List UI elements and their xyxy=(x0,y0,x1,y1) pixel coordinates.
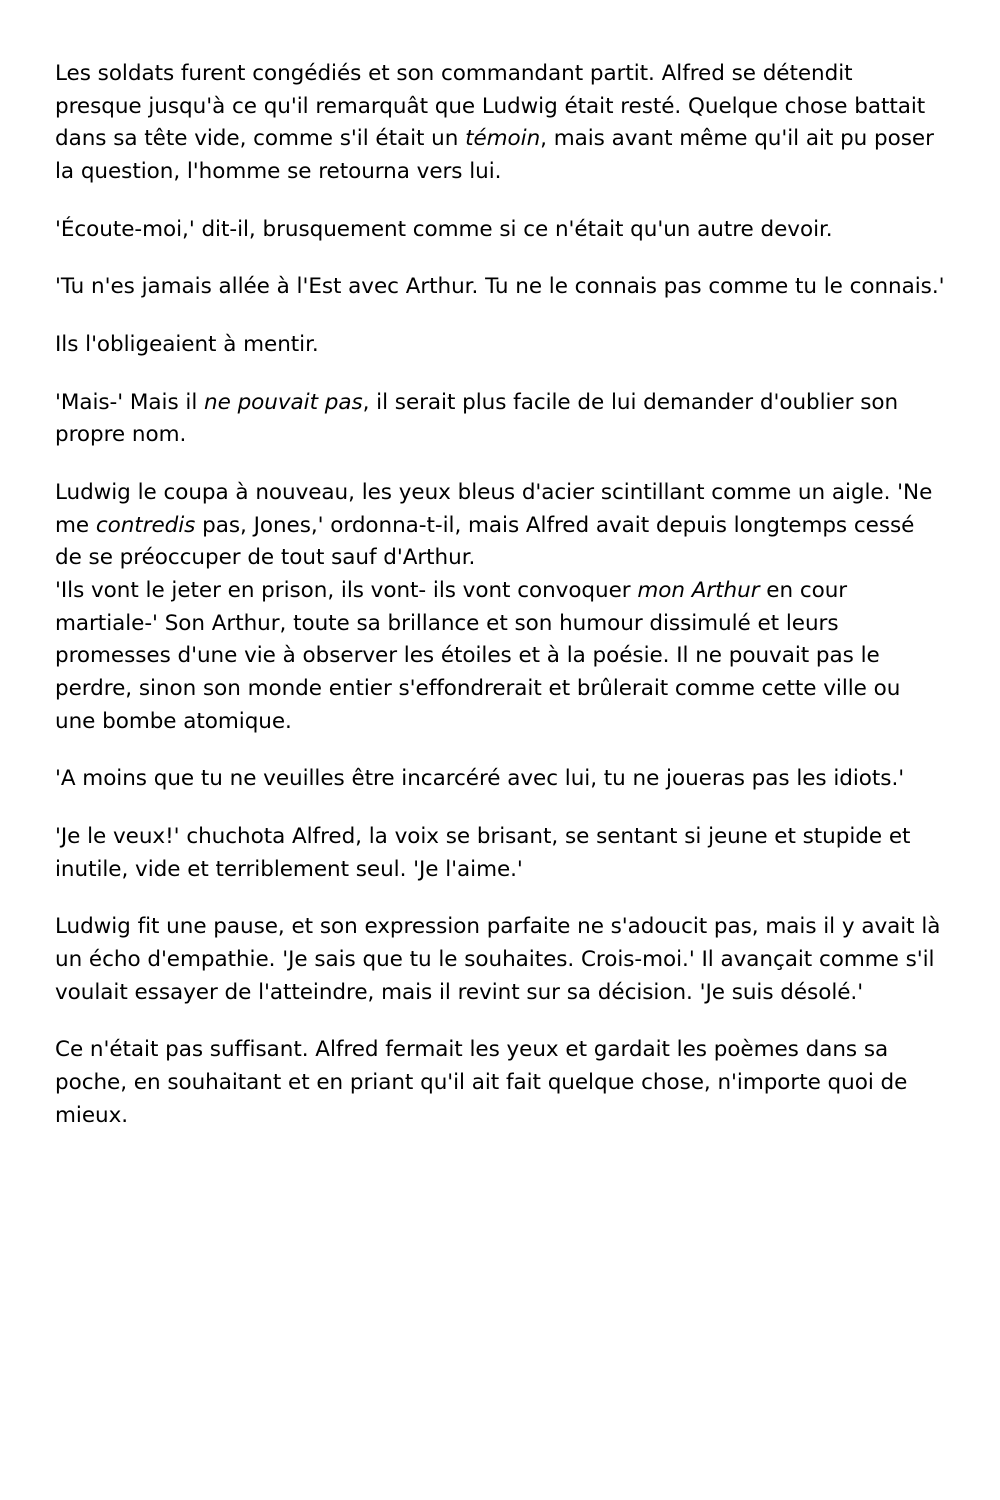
paragraph xyxy=(55,575,945,738)
emphasized-text: contredis xyxy=(95,512,196,538)
text-run: 'Je le veux!' chuchota Alfred, la voix se brisant, se sentant si jeune et stupide et inutile, vide et terriblement seul. 'Je l'aime.' xyxy=(55,824,911,882)
text-run: 'Écoute-moi,' dit-il, brusquement comme si ce n'était qu'un autre devoir. xyxy=(55,216,833,242)
text-run: 'Tu n'es jamais allée à l'Est avec Arthur. Tu ne le connais pas comme tu le connais.' xyxy=(55,274,945,300)
text-run: Ludwig fit une pause, et son expression parfaite ne s'adoucit pas, mais il y avait là un écho d'empathie. 'Je sais que tu le souhaites. Crois-moi.' Il avançait comme s'il voulait essayer de l'atteindre, mais il revint sur sa décision. 'Je suis désolé.' xyxy=(55,914,941,1005)
text-run: Ils l'obligeaient à mentir. xyxy=(55,332,319,358)
paragraph xyxy=(55,214,945,247)
text-run: , il serait plus facile de lui demander d'oublier son propre nom. xyxy=(55,389,899,448)
emphasized-text: mon Arthur xyxy=(637,578,760,604)
document-text-body xyxy=(55,58,945,1132)
text-run: Ludwig le coupa à nouveau, les yeux bleus d'acier scintillant comme un aigle. 'Ne me xyxy=(55,480,933,538)
text-run: 'Mais-' Mais il xyxy=(55,389,205,415)
paragraph xyxy=(55,1034,945,1132)
paragraph xyxy=(55,911,945,1009)
emphasized-text: témoin xyxy=(465,126,541,152)
paragraph xyxy=(55,329,945,362)
text-run: pas, Jones,' ordonna-t-il, mais Alfred avait depuis longtemps cessé de se préoccuper de tout sauf d'Arthur. xyxy=(55,512,915,571)
paragraph xyxy=(55,763,945,796)
text-run: , mais avant même qu'il ait pu poser la question, l'homme se retourna vers lui. xyxy=(55,126,934,185)
paragraph xyxy=(55,271,945,304)
text-run: Les soldats furent congédiés et son commandant partit. Alfred se détendit presque jusqu'à ce qu'il remarquât que Ludwig était resté. Quelque chose battait dans sa tête vide, comme s'il était un xyxy=(55,61,926,152)
text-run: 'Ils vont le jeter en prison, ils vont- ils vont convoquer xyxy=(55,578,638,604)
paragraph xyxy=(55,477,945,575)
paragraph xyxy=(55,387,945,452)
text-run: Ce n'était pas suffisant. Alfred fermait les yeux et gardait les poèmes dans sa poche, en souhaitant et en priant qu'il ait fait quelque chose, n'importe quoi de mieux. xyxy=(55,1037,908,1128)
paragraph xyxy=(55,821,945,886)
emphasized-text: ne pouvait pas xyxy=(204,389,363,415)
text-run: en cour martiale-' Son Arthur, toute sa brillance et son humour dissimulé et leurs promesses d'une vie à observer les étoiles et à la poésie. Il ne pouvait pas le perdre, sinon son monde entier s'effondrerait et brûlerait comme cette ville ou une bombe atomique. xyxy=(55,578,901,734)
paragraph xyxy=(55,58,945,189)
text-run: 'A moins que tu ne veuilles être incarcéré avec lui, tu ne joueras pas les idiots.' xyxy=(55,766,905,792)
